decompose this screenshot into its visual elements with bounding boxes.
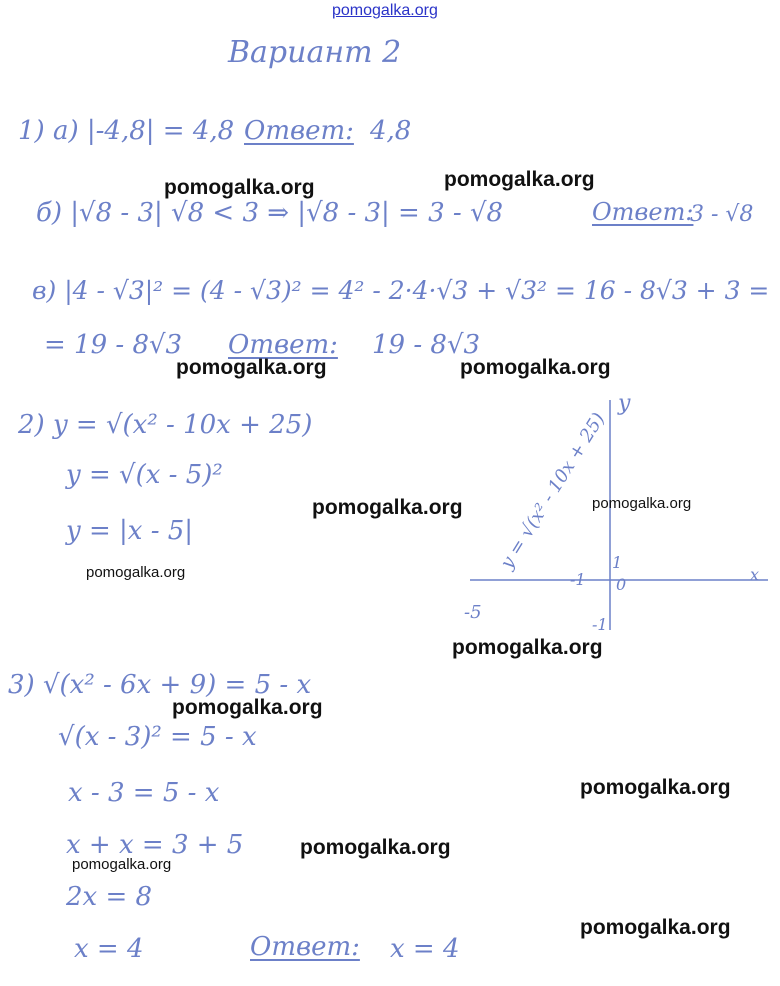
watermark: pomogalka.org: [444, 168, 595, 191]
task3-line5: 2x = 8: [66, 882, 153, 912]
watermark: pomogalka.org: [592, 495, 692, 512]
task1-b: б) |√8 - 3| √8 < 3 ⇒ |√8 - 3| = 3 - √8: [36, 198, 504, 228]
watermark: pomogalka.org: [300, 836, 451, 859]
watermark: pomogalka.org: [164, 176, 315, 199]
task2-line2: y = √(x - 5)²: [66, 460, 223, 490]
graph-tick-label: 0: [616, 575, 627, 594]
task1-v-answer: 19 - 8√3: [372, 330, 481, 360]
graph-curve-label: y = √(x² - 10x + 25): [496, 409, 610, 573]
task3-line1: 3) √(x² - 6x + 9) = 5 - x: [8, 670, 312, 700]
task3-answer: x = 4: [390, 934, 460, 964]
task1-a: 1) а) |-4,8| = 4,8: [18, 116, 235, 146]
y-axis-label: y: [618, 391, 631, 416]
watermark: pomogalka.org: [72, 856, 172, 873]
graph-tick-label: -1: [570, 570, 586, 589]
task1-a-answer: 4,8: [370, 116, 412, 146]
watermark: pomogalka.org: [452, 636, 603, 659]
watermark: pomogalka.org: [460, 356, 611, 379]
watermark: pomogalka.org: [172, 696, 323, 719]
graph-tick-label: -1: [592, 615, 608, 634]
watermark: pomogalka.org: [312, 496, 463, 519]
task1-b-answer: 3 - √8: [690, 202, 754, 227]
task3-answer-label: Ответ:: [250, 932, 360, 962]
watermark: pomogalka.org: [176, 356, 327, 379]
page-title: Вариант 2: [228, 35, 402, 70]
task3-line4: x + x = 3 + 5: [66, 830, 244, 860]
task3-line3: x - 3 = 5 - x: [68, 778, 220, 808]
task1-a-answer-label: Ответ:: [244, 116, 354, 146]
task3-line6: x = 4: [74, 934, 144, 964]
x-axis-label: x: [750, 565, 760, 584]
watermark: pomogalka.org: [580, 916, 731, 939]
task2-line3: y = |x - 5|: [66, 516, 194, 546]
task1-v-answer-label: Ответ:: [228, 330, 338, 360]
task1-v-line1: в) |4 - √3|² = (4 - √3)² = 4² - 2·4·√3 + √3² = 16 - 8√3 + 3 =: [32, 276, 770, 305]
task1-b-answer-label: Ответ:: [592, 198, 694, 226]
watermark: pomogalka.org: [86, 564, 186, 581]
graph-tick-label: -5: [464, 602, 482, 623]
graph-tick-label: 1: [612, 553, 623, 572]
top-watermark-link[interactable]: pomogalka.org: [332, 2, 438, 19]
watermark: pomogalka.org: [580, 776, 731, 799]
task2-line1: 2) y = √(x² - 10x + 25): [18, 410, 313, 440]
task1-v-line2: = 19 - 8√3: [44, 330, 183, 360]
task3-line2: √(x - 3)² = 5 - x: [58, 722, 257, 752]
